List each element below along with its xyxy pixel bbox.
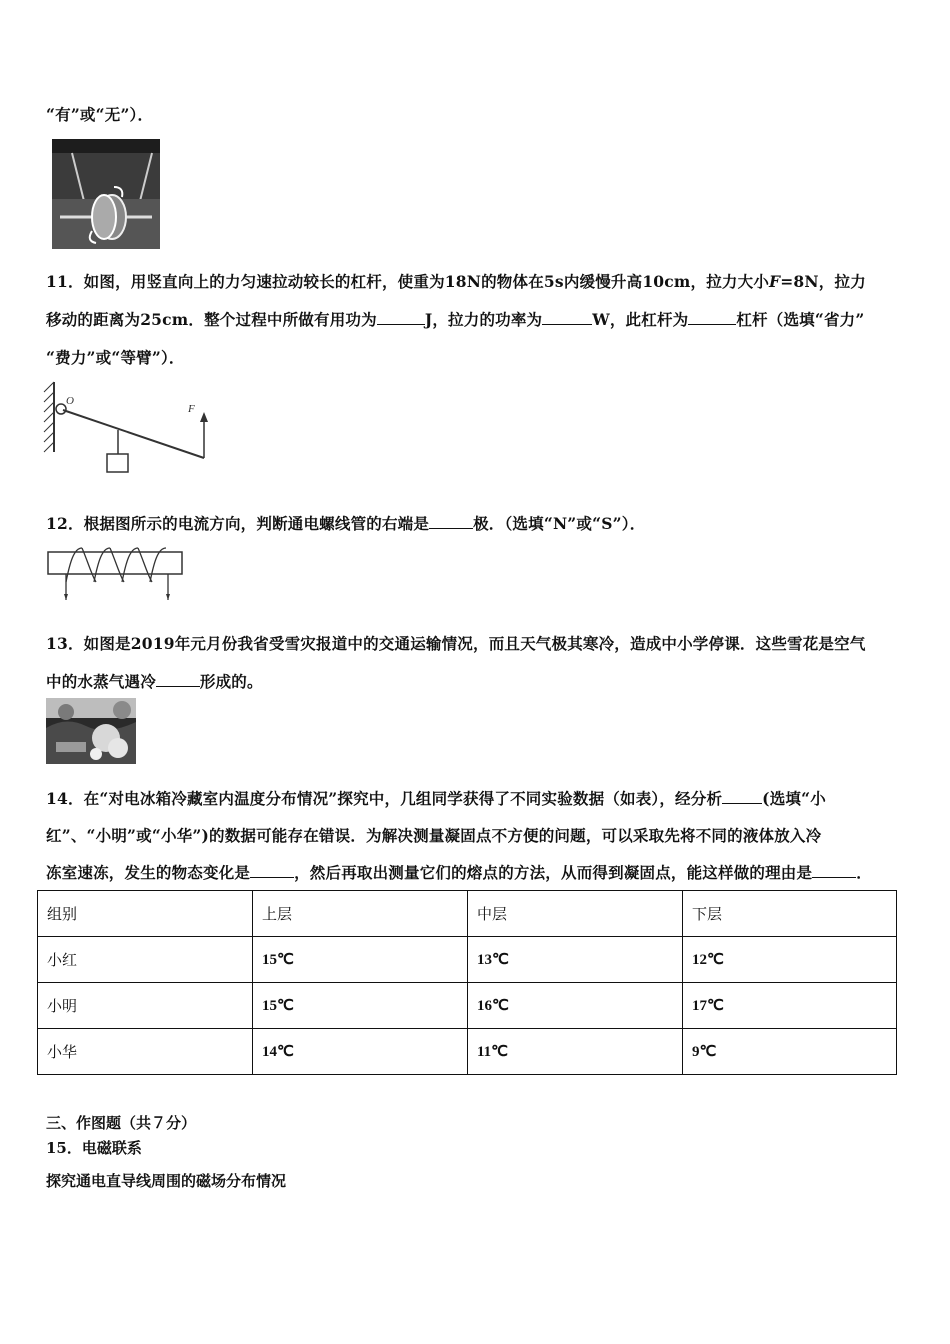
table-cell: 9℃ (683, 1029, 897, 1075)
q14-line2: 红”、“小明”或“小华”)的数据可能存在错误．为解决测量凝固点不方便的问题，可以采取先将不同的液体放入冷 (46, 826, 822, 845)
answer-blank[interactable] (812, 863, 856, 878)
q12-solenoid-figure (44, 542, 189, 606)
table-header-cell: 中层 (468, 891, 683, 937)
table-cell: 13℃ (468, 937, 683, 983)
q11-line2: 移动的距离为25cm．整个过程中所做有用功为 J，拉力的功率为 W，此杠杆为 杠杆（选填“省力” (46, 310, 865, 329)
q13-line2: 中的水蒸气遇冷 形成的。 (46, 672, 263, 691)
table-cell: 15℃ (253, 983, 468, 1029)
table-row (38, 937, 897, 983)
answer-blank[interactable] (250, 863, 294, 878)
q15-title: 15．电磁联系 (46, 1139, 142, 1157)
q14-line3: 冻室速冻，发生的物态变化是 ，然后再取出测量它们的熔点的方法，从而得到凝固点，能这样做的理由是 ． (46, 863, 872, 882)
answer-blank[interactable] (688, 310, 736, 325)
table-cell: 16℃ (468, 983, 683, 1029)
table-cell: 15℃ (253, 937, 468, 983)
table-cell: 12℃ (683, 937, 897, 983)
answer-blank[interactable] (722, 789, 762, 804)
q10-tail: “有”或“无”）． (46, 105, 154, 124)
q10-wheel-figure (52, 139, 160, 249)
table-cell: 14℃ (253, 1029, 468, 1075)
table-row (38, 1029, 897, 1075)
table-row (38, 983, 897, 1029)
table-header-row (38, 891, 897, 937)
table-cell: 小华 (38, 1029, 253, 1075)
answer-blank[interactable] (542, 310, 592, 325)
section-title: 三、作图题（共７分） (46, 1114, 197, 1132)
table-header-cell: 下层 (683, 891, 897, 937)
table-header-cell: 上层 (253, 891, 468, 937)
table-cell: 11℃ (468, 1029, 683, 1075)
q13-snow-photo (46, 698, 136, 764)
q11-line3: “费力”或“等臂”）． (46, 348, 185, 367)
q15-subtitle: 探究通电直导线周围的磁场分布情况 (46, 1172, 287, 1190)
table-header-cell: 组别 (38, 891, 253, 937)
label-F: F (188, 403, 195, 415)
answer-blank[interactable] (156, 672, 200, 687)
table-cell: 小明 (38, 983, 253, 1029)
temperature-table (37, 890, 897, 1075)
table-cell: 17℃ (683, 983, 897, 1029)
label-O: O (66, 395, 74, 407)
table-cell: 小红 (38, 937, 253, 983)
answer-blank[interactable] (377, 310, 425, 325)
q12-text: 12．根据图所示的电流方向，判断通电螺线管的右端是 极．（选填“N”或“S”）． (46, 514, 646, 533)
q11-line1: 11．如图，用竖直向上的力匀速拉动较长的杠杆，使重为18N的物体在5s内缓慢升高10cm，拉力大小F=8N，拉力 (46, 272, 866, 291)
q13-line1: 13．如图是2019年元月份我省受雪灾报道中的交通运输情况，而且天气极其寒冷，造成中小学停课．这些雪花是空气 (46, 634, 866, 653)
q14-line1: 14．在“对电冰箱冷藏室内温度分布情况”探究中，几组同学获得了不同实验数据（如表），经分析 (选填“小 (46, 789, 826, 808)
answer-blank[interactable] (429, 514, 473, 529)
q11-lever-figure (40, 378, 220, 476)
